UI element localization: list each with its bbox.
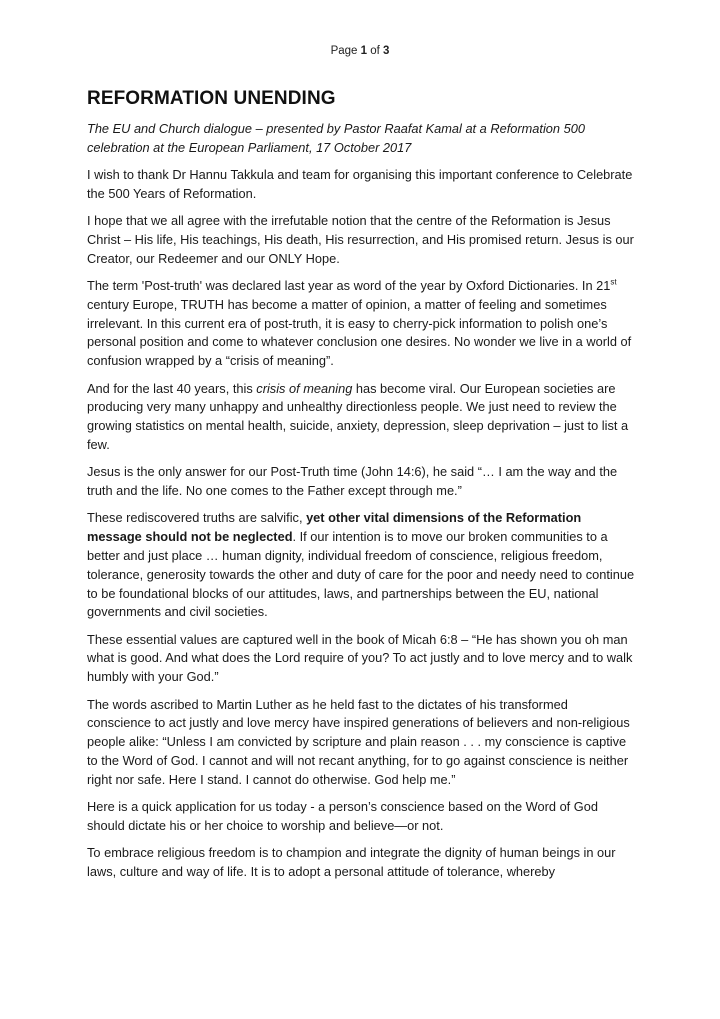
paragraph-3-part-a: The term 'Post-truth' was declared last year as word of the year by Oxford Dictionaries. In 21 [87,278,611,294]
paragraph-7: These essential values are captured well in the book of Micah 6:8 – “He has shown you oh man what is good. And what does the Lord require of you? To act justly and to love mercy and to walk humbly with your God.” [87,631,633,685]
of-label: of [370,45,380,57]
page-label: Page [330,45,358,57]
paragraph-2: I hope that we all agree with the irrefutable notion that the centre of the Reformation is Jesus Christ – His life, His teachings, His death, His resurrection, and His promised return. Jesus is our Creator, our Redeemer and our ONLY Hope. [87,213,634,266]
current-page: 1 [360,45,368,57]
paragraph-4 [87,380,635,455]
document-subtitle: The EU and Church dialogue – presented by Pastor Raafat Kamal at a Reformation 500 celebration at the European Parliament, 17 October 2017 [87,121,585,155]
paragraph-3 [87,277,635,371]
paragraph-4-part-b: has become viral. Our European societies are producing very many unhappy and unhealthy directionless people. We just need to review the growing statistics on mental health, suicide, anxiety, depression, sleep deprivation – just to list a few. [87,380,629,452]
paragraph-9: Here is a quick application for us today - a person’s conscience based on the Word of God should dictate his or her choice to worship and believe—or not. [87,799,598,833]
paragraph-1: I wish to thank Dr Hannu Takkula and team for organising this important conference to Celebrate the 500 Years of Reformation. [87,167,633,201]
paragraph-4-emphasis: crisis of meaning [256,380,353,396]
paragraph-10: To embrace religious freedom is to champion and integrate the dignity of human beings in our laws, culture and way of life. It is to adopt a personal attitude of tolerance, whereby [87,845,616,879]
total-pages: 3 [383,45,390,57]
paragraph-6-part-a: These rediscovered truths are salvific, [87,510,307,526]
paragraph-3-part-b: century Europe, TRUTH has become a matter of opinion, a matter of feeling and sometimes irrelevant. In this current era of post-truth, it is easy to cherry-pick information to polish one’s personal position and come to whatever conclusion one desires. No wonder we live in a world of confusion wrapped by a “crisis of meaning”. [87,296,632,369]
document-body [87,88,635,890]
paragraph-5: Jesus is the only answer for our Post-Truth time (John 14:6), he said “… I am the way and the truth and the life. No one comes to the Father except through me.” [87,464,618,499]
document-title: REFORMATION UNENDING [87,88,336,109]
page-number [0,45,720,57]
paragraph-6 [87,509,635,622]
paragraph-4-part-a: And for the last 40 years, this [87,380,257,396]
paragraph-6-bold: yet other vital dimensions of the Reformation message should not be neglected [87,510,582,545]
paragraph-8: The words ascribed to Martin Luther as he held fast to the dictates of his transformed conscience to act justly and love mercy have inspired generations of believers and non-religious people alike: “Unless I am convicted by scripture and plain reason . . . my conscience is captive to the Word of God. I cannot and will not recant anything, for to go against conscience is neither right nor safe. Here I stand. I cannot do otherwise. God help me.” [87,696,630,787]
paragraph-6-part-b: . If our intention is to move our broken communities to a better and just place … human dignity, individual freedom of conscience, religious freedom, tolerance, generosity towards the other and duty of care for the poor and needy need to continue to be foundational blocks of our attitudes, laws, and partnerships between the EU, national governments and civil societies. [87,529,635,620]
ordinal-suffix: st [610,277,617,287]
